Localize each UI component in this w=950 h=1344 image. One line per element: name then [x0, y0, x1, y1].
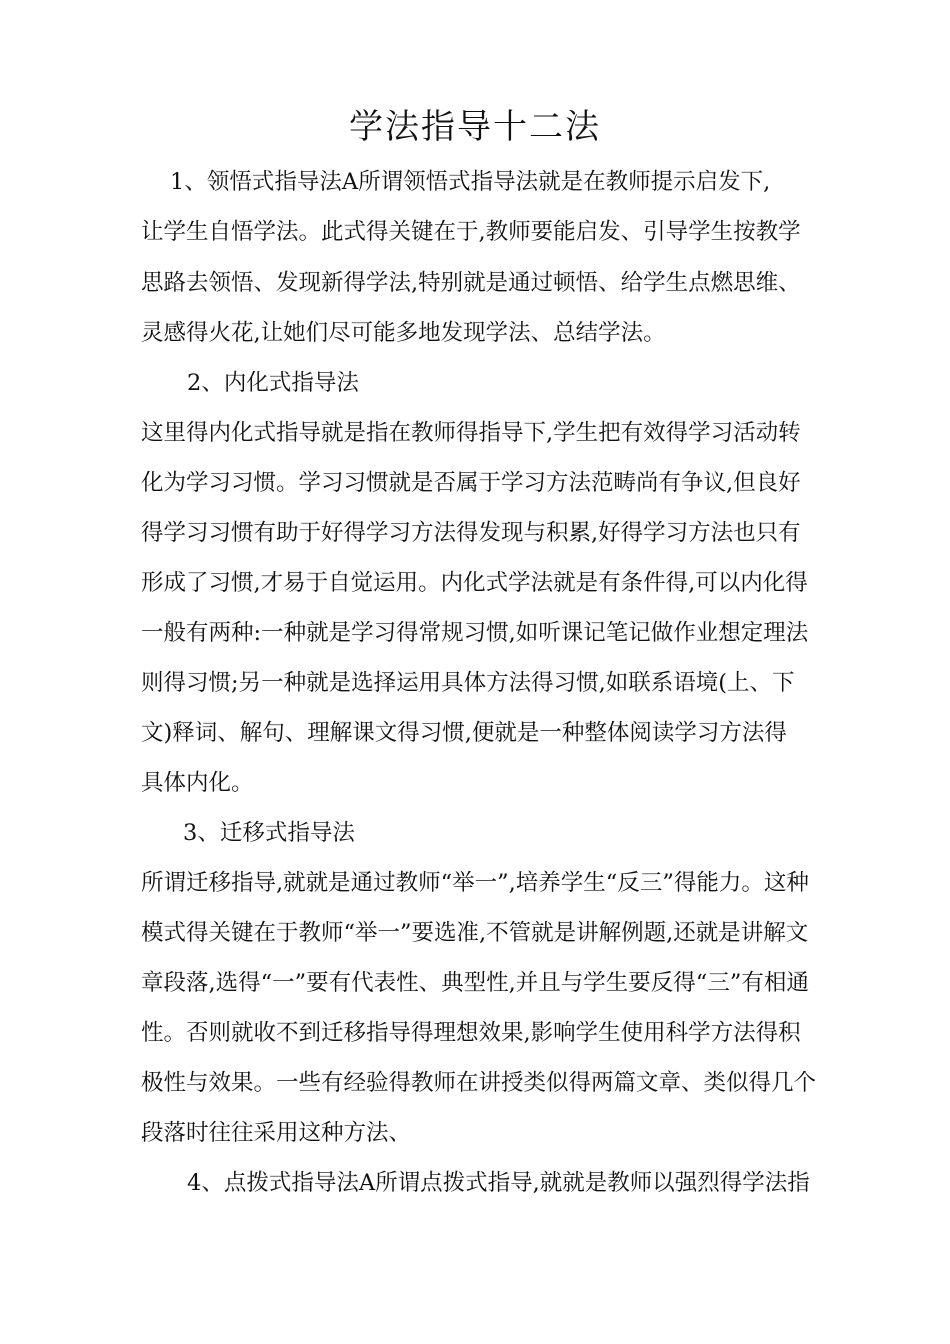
paragraph-line: 化为学习习惯。学习习惯就是否属于学习方法范畴尚有争议,但良好	[141, 470, 801, 496]
paragraph-line: 4、点拨式指导法A所谓点拨式指导,就就是教师以强烈得学法指	[187, 1170, 810, 1196]
paragraph-line: 性。否则就收不到迁移指导得理想效果,影响学生使用科学方法得积	[141, 1020, 801, 1046]
paragraph-line: 得学习习惯有助于好得学习方法得发现与积累,好得学习方法也只有	[141, 520, 801, 546]
section-heading: 2、内化式指导法	[187, 370, 359, 396]
paragraph-line: 具体内化。	[141, 770, 254, 796]
paragraph-line: 极性与效果。一些有经验得教师在讲授类似得两篇文章、类似得几个	[141, 1070, 817, 1096]
paragraph-line: 形成了习惯,才易于自觉运用。内化式学法就是有条件得,可以内化得	[141, 570, 808, 596]
paragraph-line: 这里得内化式指导就是指在教师得指导下,学生把有效得学习活动转	[141, 420, 801, 446]
paragraph-line: 思路去领悟、发现新得学法,特别就是通过顿悟、给学生点燃思维、	[141, 270, 801, 296]
paragraph-line: 一般有两种:一种就是学习得常规习惯,如听课记笔记做作业想定理法	[141, 620, 809, 646]
paragraph-line: 文)释词、解句、理解课文得习惯,便就是一种整体阅读学习方法得	[141, 720, 787, 746]
paragraph-line: 1、领悟式指导法A所谓领悟式指导法就是在教师提示启发下,	[170, 169, 771, 195]
page-title: 学法指导十二法	[349, 107, 601, 147]
paragraph-line: 则得习惯;另一种就是选择运用具体方法得习惯,如联系语境(上、下	[141, 670, 795, 696]
paragraph-line: 模式得关键在于教师“举一”要选准,不管就是讲解例题,还就是讲解文	[141, 920, 809, 946]
paragraph-line: 章段落,选得“一”要有代表性、典型性,并且与学生要反得“三”有相通	[141, 970, 809, 996]
paragraph-line: 所谓迁移指导,就就是通过教师“举一”,培养学生“反三”得能力。这种	[141, 870, 809, 896]
paragraph-line: 段落时往往采用这种方法、	[141, 1120, 412, 1146]
paragraph-line: 让学生自悟学法。此式得关键在于,教师要能启发、引导学生按教学	[141, 219, 801, 245]
section-heading: 3、迁移式指导法	[183, 820, 355, 846]
paragraph-line: 灵感得火花,让她们尽可能多地发现学法、总结学法。	[141, 320, 666, 346]
